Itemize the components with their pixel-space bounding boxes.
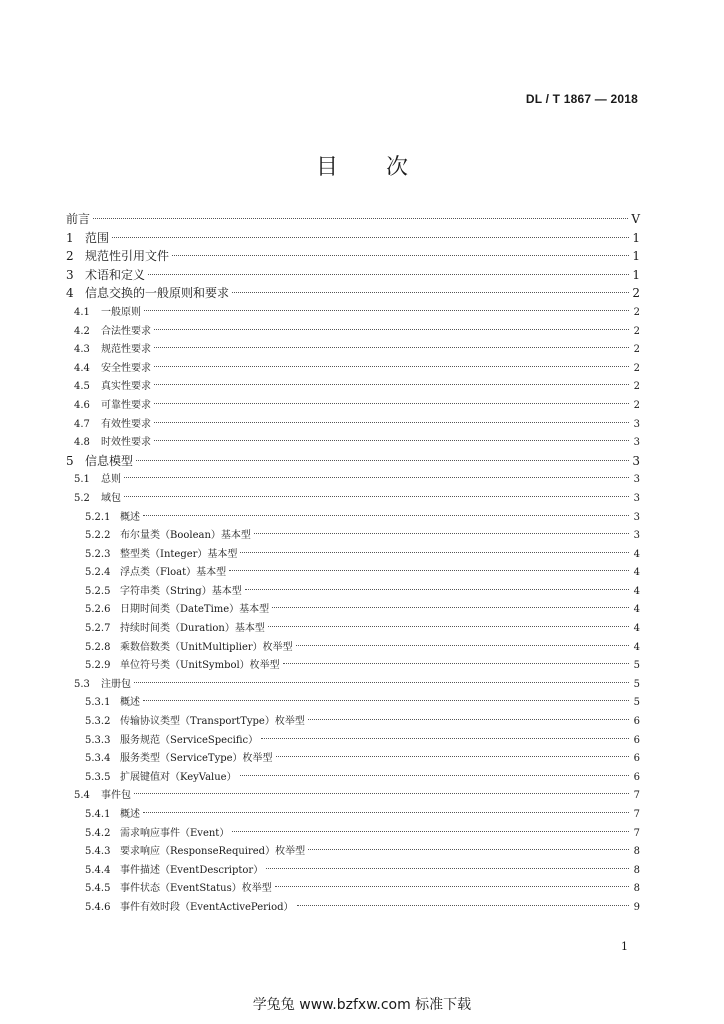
toc-entry-page: 6 [633, 734, 640, 746]
toc-entry[interactable] [66, 396, 640, 415]
toc-entry-label: 信息模型 [85, 453, 134, 468]
toc-entry-label: 要求响应（ResponseRequired）枚举型 [120, 846, 306, 858]
toc-entry[interactable] [66, 656, 640, 675]
dot-leader [154, 347, 629, 348]
toc-entry-page: 2 [633, 306, 640, 318]
toc-entry-label: 术语和定义 [85, 267, 146, 282]
toc-entry[interactable] [66, 805, 640, 824]
dot-leader [268, 626, 629, 627]
toc-entry-number: 5.2.5 [85, 585, 111, 597]
toc-entry-page: 1 [632, 267, 640, 282]
toc-entry-number: 4 [66, 286, 74, 301]
toc-entry[interactable] [66, 340, 640, 359]
toc-entry-page: 6 [633, 771, 640, 783]
toc-entry-number: 5.2.1 [85, 511, 111, 523]
toc-entry-label: 概述 [120, 697, 140, 709]
toc-entry-number: 4.4 [74, 362, 90, 374]
toc-entry-page: 5 [633, 660, 640, 672]
dot-leader [124, 477, 629, 478]
toc-entry-label: 合法性要求 [101, 325, 151, 337]
toc-entry-page: 6 [633, 716, 640, 728]
toc-entry-label: 单位符号类（UnitSymbol）枚举型 [120, 660, 280, 672]
toc-entry-label: 事件状态（EventStatus）枚举型 [120, 883, 272, 895]
toc-entry-number: 5.4.1 [85, 809, 111, 820]
toc-entry-page: 5 [633, 678, 640, 690]
toc-entry[interactable] [66, 322, 640, 341]
toc-entry-label: 信息交换的一般原则和要求 [85, 286, 230, 301]
toc-entry-number: 5.2.4 [85, 567, 111, 579]
toc-entry-page: 4 [633, 548, 640, 560]
toc-entry-label: 事件描述（EventDescriptor） [120, 864, 264, 876]
toc-entry-page: 7 [633, 827, 640, 839]
toc-entry-label: 扩展键值对（KeyValue） [120, 771, 237, 783]
toc-entry[interactable] [66, 359, 640, 378]
toc-entry-page: 1 [632, 230, 640, 245]
toc-entry-label: 概述 [120, 809, 140, 820]
dot-leader [143, 812, 629, 813]
dot-leader [144, 310, 629, 311]
toc-entry[interactable] [66, 879, 640, 898]
toc-entry-number: 4.8 [74, 437, 90, 449]
toc-entry-label: 事件有效时段（EventActivePeriod） [120, 901, 294, 913]
toc-entry-page: 3 [633, 474, 640, 486]
toc-entry-number: 5.2.3 [85, 548, 111, 560]
toc-entry-number: 5.1 [74, 474, 90, 486]
toc-entry[interactable] [66, 675, 640, 694]
dot-leader [134, 682, 629, 683]
toc-entry-label: 乘数倍数类（UnitMultiplier）枚举型 [120, 641, 293, 653]
toc-entry[interactable] [66, 842, 640, 861]
toc-entry[interactable] [66, 768, 640, 787]
toc-entry-label: 持续时间类（Duration）基本型 [120, 623, 265, 635]
toc-entry-label: 安全性要求 [101, 362, 151, 374]
dot-leader [232, 292, 629, 293]
toc-entry-page: 2 [633, 325, 640, 337]
toc-entry-page: 3 [633, 530, 640, 542]
toc-entry-number: 5.3.5 [85, 771, 111, 783]
toc-entry-number: 2 [66, 249, 74, 264]
dot-leader [154, 440, 629, 441]
toc-entry-number: 1 [66, 230, 74, 245]
dot-leader [136, 460, 629, 461]
toc-entry-label: 有效性要求 [101, 418, 151, 430]
toc-entry-label: 注册包 [101, 678, 131, 690]
title-char-left: 目 [315, 155, 338, 180]
toc-entry-number: 3 [66, 267, 74, 282]
toc-entry-page: 2 [632, 286, 640, 301]
toc-entry[interactable] [66, 266, 640, 285]
toc-entry-page: 4 [633, 623, 640, 635]
dot-leader [154, 422, 629, 423]
toc-entry-number: 5.3.2 [85, 716, 111, 728]
toc-entry-page: 8 [633, 864, 640, 876]
toc-entry-page: V [631, 212, 640, 226]
toc-entry-page: 8 [633, 846, 640, 858]
toc-entry-number: 5.2.6 [85, 604, 111, 616]
dot-leader [134, 793, 629, 794]
dot-leader [148, 274, 629, 275]
dot-leader [232, 831, 629, 832]
toc-entry-page: 6 [633, 753, 640, 765]
dot-leader [266, 868, 629, 869]
toc-entry[interactable] [66, 415, 640, 434]
toc-entry[interactable] [66, 377, 640, 396]
toc-entry-label: 字符串类（String）基本型 [120, 585, 242, 597]
toc-entry-number: 5.2.2 [85, 530, 111, 542]
toc-entry[interactable] [66, 786, 640, 805]
toc-entry-label: 布尔量类（Boolean）基本型 [120, 530, 251, 542]
toc-entry-number: 5.2 [74, 492, 90, 504]
toc-entry-page: 5 [633, 697, 640, 709]
dot-leader [245, 589, 629, 590]
toc-entry-number: 4.1 [74, 306, 90, 318]
toc-entry[interactable] [66, 284, 640, 303]
toc-entry[interactable] [66, 433, 640, 452]
dot-leader [154, 366, 629, 367]
toc-entry-label: 传输协议类型（TransportType）枚举型 [120, 716, 305, 728]
toc-entry[interactable] [66, 861, 640, 880]
toc-entry-number: 4.2 [74, 325, 90, 337]
toc-entry-label: 浮点类（Float）基本型 [120, 567, 227, 579]
toc-entry-label: 域包 [101, 492, 121, 504]
dot-leader [283, 663, 629, 664]
table-of-contents [66, 210, 640, 917]
toc-entry-label: 规范性引用文件 [85, 249, 170, 264]
dot-leader [261, 738, 629, 739]
toc-entry-label: 需求响应事件（Event） [120, 827, 230, 839]
toc-entry-number: 5.3.3 [85, 734, 111, 746]
dot-leader [124, 496, 629, 497]
dot-leader [308, 719, 629, 720]
toc-entry-number: 5.2.8 [85, 641, 111, 653]
toc-entry[interactable] [66, 452, 640, 471]
toc-entry[interactable] [66, 582, 640, 601]
toc-entry[interactable] [66, 619, 640, 638]
toc-entry-page: 2 [633, 344, 640, 356]
toc-entry[interactable] [66, 731, 640, 750]
dot-leader [172, 255, 629, 256]
toc-entry-page: 7 [633, 809, 640, 820]
toc-entry-number: 5.2.7 [85, 623, 111, 635]
toc-entry-number: 4.5 [74, 381, 90, 393]
dot-leader [308, 849, 629, 850]
toc-entry-label: 事件包 [101, 790, 131, 802]
toc-entry[interactable] [66, 508, 640, 527]
toc-entry-page: 4 [633, 585, 640, 597]
toc-entry[interactable] [66, 303, 640, 322]
page-title [0, 150, 724, 181]
dot-leader [240, 775, 629, 776]
toc-entry[interactable] [66, 693, 640, 712]
toc-entry[interactable] [66, 600, 640, 619]
toc-entry[interactable] [66, 545, 640, 564]
toc-entry-number: 4.6 [74, 399, 90, 411]
title-char-right: 次 [386, 155, 409, 180]
toc-entry[interactable] [66, 247, 640, 266]
dot-leader [93, 218, 628, 219]
toc-entry[interactable] [66, 526, 640, 545]
toc-entry[interactable] [66, 563, 640, 582]
toc-entry-page: 3 [633, 492, 640, 504]
dot-leader [254, 533, 629, 534]
toc-entry-page: 1 [632, 249, 640, 264]
toc-entry-number: 5.4 [74, 790, 90, 802]
toc-entry-page: 3 [633, 418, 640, 430]
dot-leader [154, 384, 629, 385]
toc-entry-page: 2 [633, 399, 640, 411]
toc-entry[interactable] [66, 898, 640, 917]
toc-entry-number: 4.7 [74, 418, 90, 430]
toc-entry-number: 5.4.6 [85, 901, 111, 913]
toc-entry-page: 3 [632, 453, 640, 468]
dot-leader [143, 700, 629, 701]
dot-leader [154, 403, 629, 404]
toc-entry-label: 真实性要求 [101, 381, 151, 393]
toc-entry-page: 4 [633, 567, 640, 579]
dot-leader [112, 237, 629, 238]
toc-entry-label: 服务类型（ServiceType）枚举型 [120, 753, 273, 765]
toc-entry[interactable] [66, 712, 640, 731]
toc-entry-page: 9 [633, 901, 640, 913]
dot-leader [272, 607, 629, 608]
toc-entry-label: 规范性要求 [101, 344, 151, 356]
dot-leader [275, 886, 629, 887]
toc-entry-page: 2 [633, 362, 640, 374]
toc-entry-label: 时效性要求 [101, 437, 151, 449]
toc-entry-number: 5.3.4 [85, 753, 111, 765]
toc-entry-page: 7 [633, 790, 640, 802]
toc-entry-label: 日期时间类（DateTime）基本型 [120, 604, 270, 616]
toc-entry[interactable] [66, 210, 640, 229]
footer-watermark[interactable]: 学兔兔 www.bzfxw.com 标准下载 [252, 997, 472, 1013]
dot-leader [240, 552, 629, 553]
toc-entry-label: 可靠性要求 [101, 399, 151, 411]
toc-entry[interactable] [66, 229, 640, 248]
toc-entry-label: 前言 [66, 212, 91, 226]
toc-entry-number: 5.4.2 [85, 827, 111, 839]
toc-entry-page: 3 [633, 511, 640, 523]
dot-leader [154, 329, 629, 330]
dot-leader [229, 570, 629, 571]
dot-leader [296, 645, 629, 646]
toc-entry-number: 5.4.5 [85, 883, 111, 895]
toc-entry-page: 3 [633, 437, 640, 449]
toc-entry-number: 5.2.9 [85, 660, 111, 672]
standard-code: DL / T 1867 — 2018 [525, 92, 638, 106]
toc-entry-page: 2 [633, 381, 640, 393]
dot-leader [276, 756, 629, 757]
toc-entry[interactable] [66, 749, 640, 768]
toc-entry-label: 服务规范（ServiceSpecific） [120, 734, 259, 746]
toc-entry-label: 概述 [120, 511, 140, 523]
dot-leader [297, 905, 629, 906]
dot-leader [143, 515, 629, 516]
toc-entry-label: 一般原则 [101, 306, 141, 318]
toc-entry-page: 4 [633, 604, 640, 616]
toc-entry-number: 5 [66, 453, 74, 468]
toc-entry-label: 范围 [85, 230, 110, 245]
toc-entry-number: 5.4.4 [85, 864, 111, 876]
toc-entry-number: 5.3.1 [85, 697, 111, 709]
toc-entry-label: 整型类（Integer）基本型 [120, 548, 238, 560]
toc-entry[interactable] [66, 824, 640, 843]
toc-entry[interactable] [66, 638, 640, 657]
toc-entry[interactable] [66, 489, 640, 508]
toc-entry-page: 8 [633, 883, 640, 895]
toc-entry-number: 5.4.3 [85, 846, 111, 858]
toc-entry-number: 4.3 [74, 344, 90, 356]
page-number: 1 [621, 940, 628, 953]
toc-entry-number: 5.3 [74, 678, 90, 690]
toc-entry[interactable] [66, 470, 640, 489]
toc-entry-page: 4 [633, 641, 640, 653]
toc-entry-label: 总则 [101, 474, 121, 486]
